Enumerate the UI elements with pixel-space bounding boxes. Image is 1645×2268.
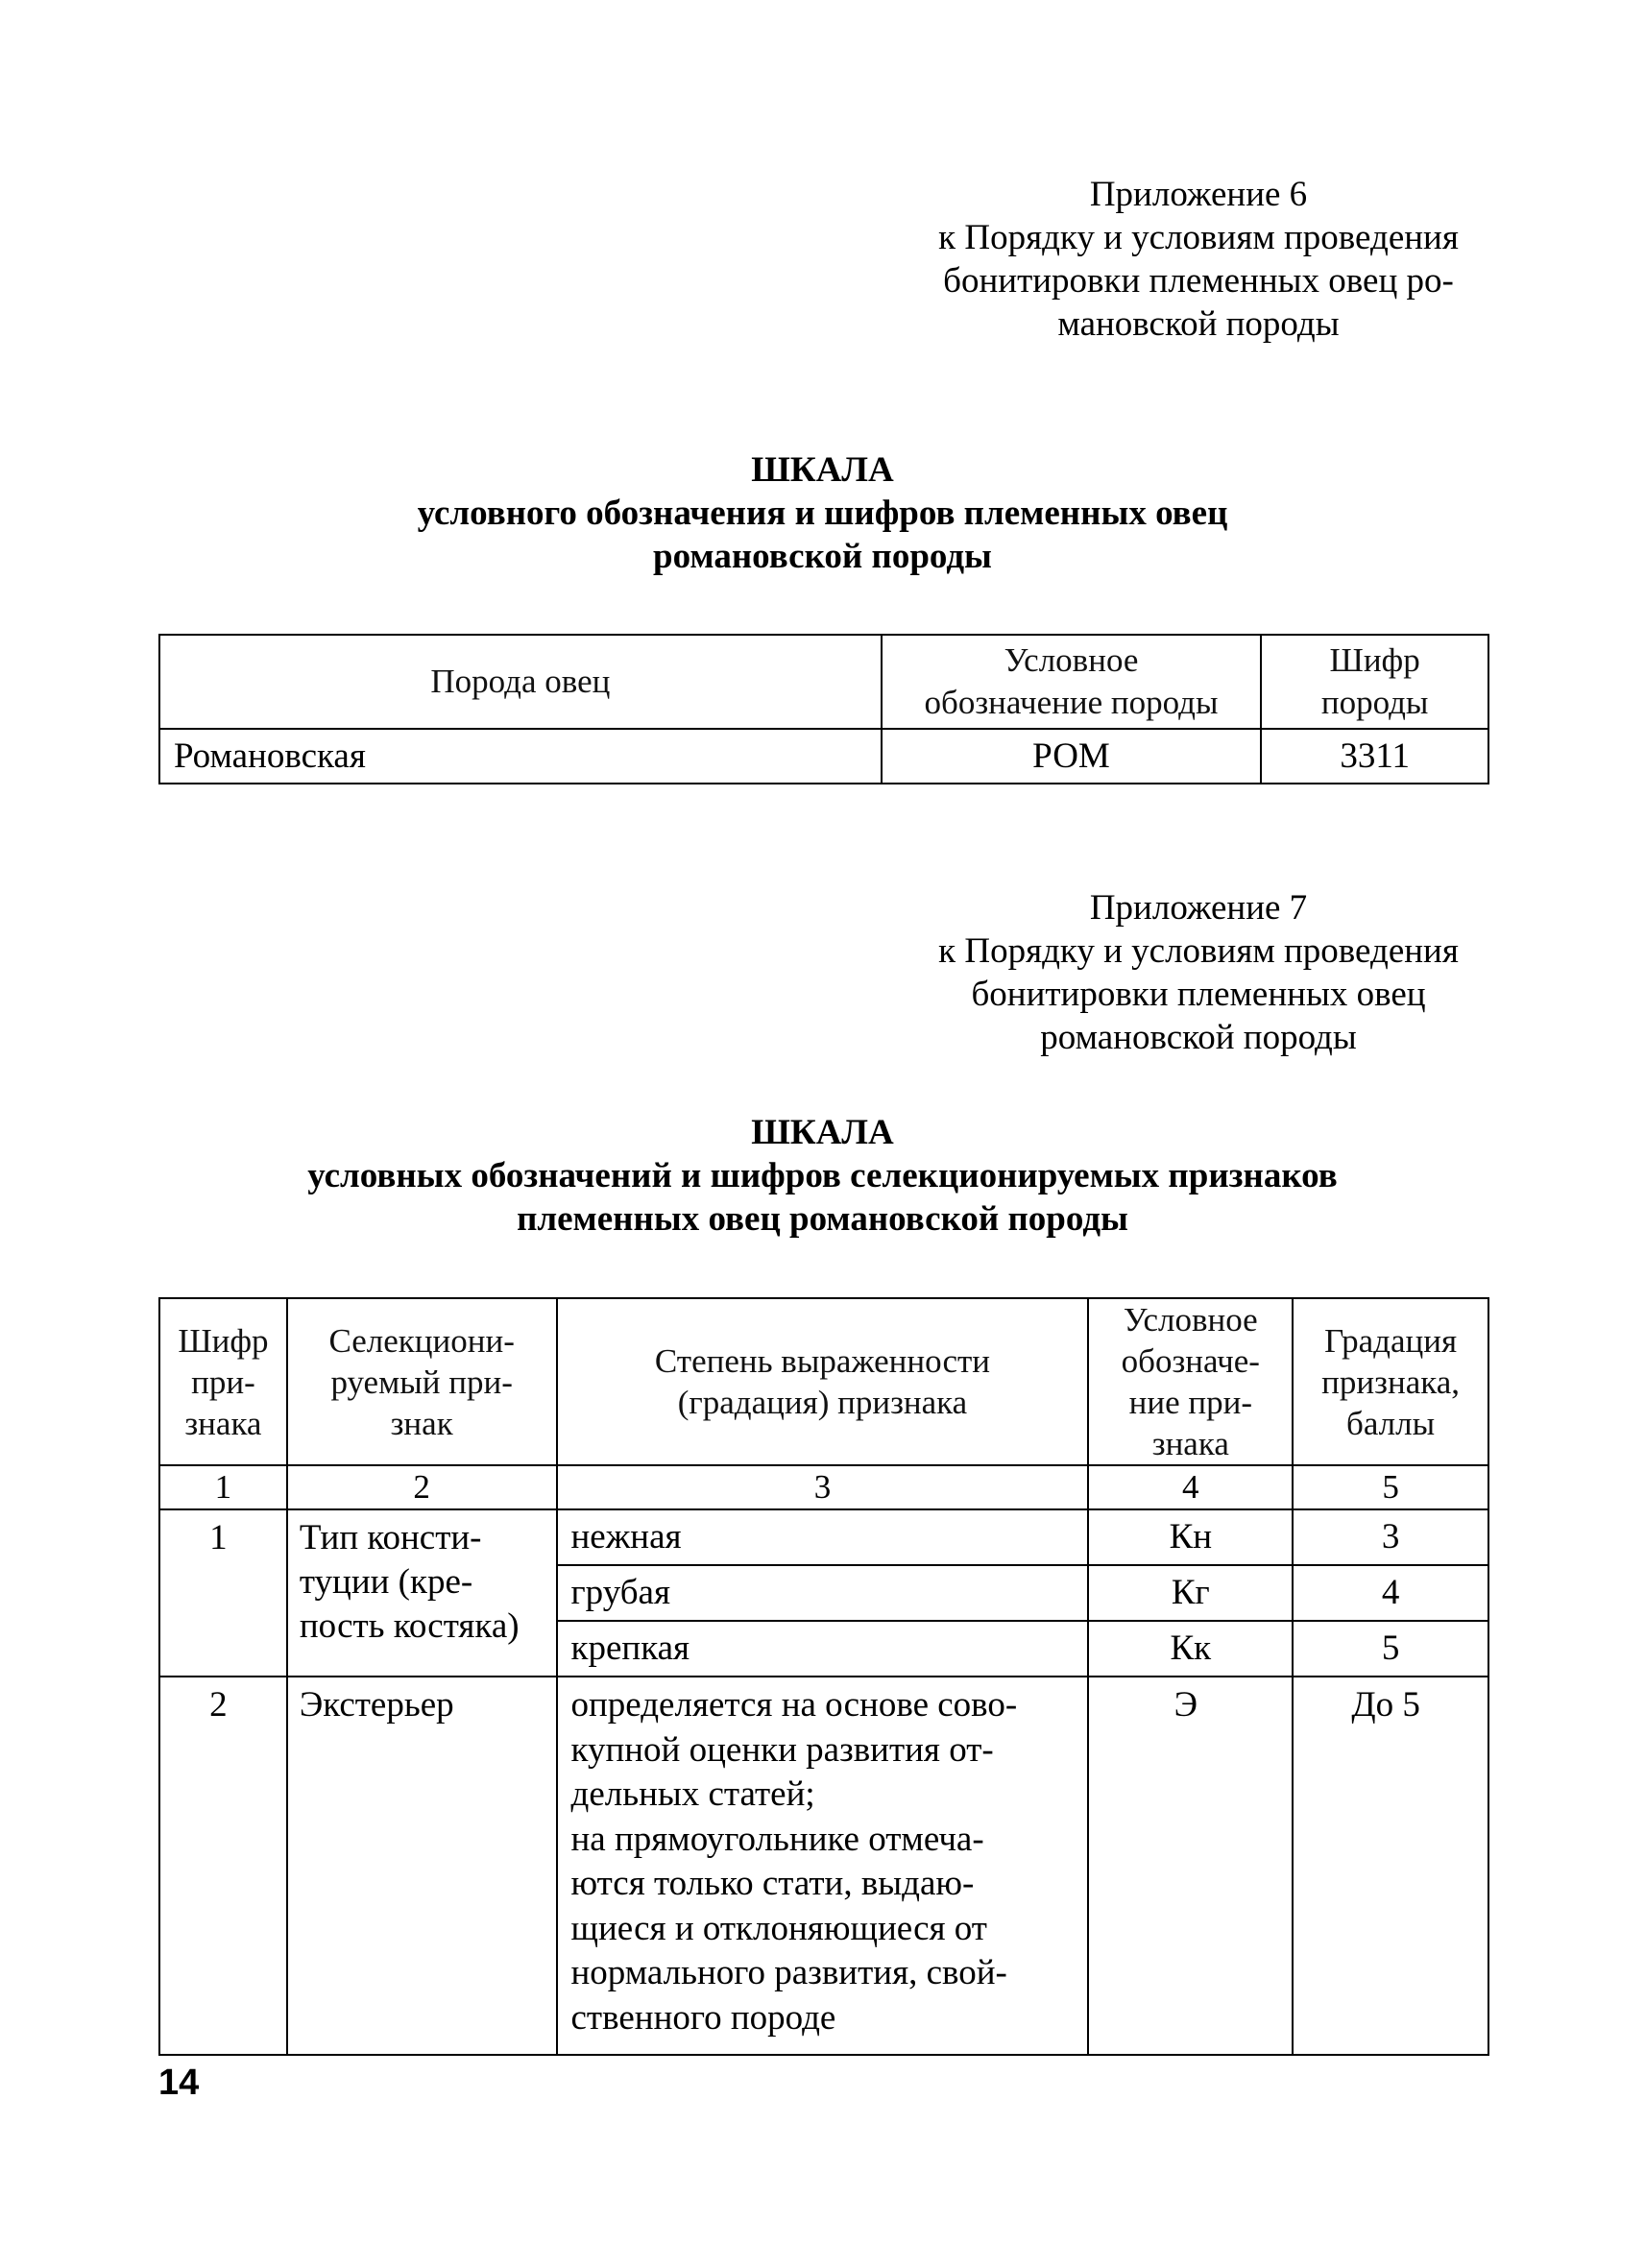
header-code [1261, 635, 1488, 729]
column-number-row [159, 1465, 1488, 1509]
header-text: Селекциони- [328, 1321, 515, 1360]
header-text: Градация [1324, 1321, 1458, 1360]
cell-grade: 5 [1293, 1621, 1488, 1677]
header-text: Шифр [1329, 641, 1420, 679]
cell-symbol: РОМ [882, 729, 1262, 784]
header-text: признака, [1321, 1363, 1460, 1401]
appendix-7-line: к Порядку и условиям проведения [938, 931, 1459, 971]
heading-line: племенных овец романовской породы [517, 1199, 1128, 1239]
appendix-7-line: бонитировки племенных овец [971, 975, 1426, 1014]
heading-line: условных обозначений и шифров селекционируемых признаков [307, 1156, 1338, 1195]
cell-text: нормального развития, свой- [570, 1953, 1007, 1992]
page-number: 14 [158, 2063, 200, 2103]
cell-text: на прямоугольнике отмеча- [570, 1819, 984, 1859]
header-text: ние при- [1128, 1384, 1252, 1421]
header-text: обозначение породы [924, 684, 1219, 721]
header-text: знак [390, 1404, 453, 1442]
table-row [159, 729, 1488, 784]
cell-text: определяется на основе сово- [570, 1685, 1018, 1725]
breed-code-table [158, 634, 1489, 784]
heading-line: ШКАЛА [751, 450, 894, 490]
column-number: 2 [287, 1465, 557, 1509]
appendix-6-line: бонитировки племенных овец ро- [943, 261, 1454, 301]
cell-symbol: Кн [1088, 1509, 1293, 1565]
table-header-row [159, 1298, 1488, 1465]
column-number: 1 [159, 1465, 287, 1509]
cell-degree [557, 1677, 1089, 2055]
header-trait-code [159, 1298, 287, 1465]
appendix-7-line: Приложение 7 [1089, 888, 1308, 928]
cell-grade: До 5 [1293, 1677, 1488, 2055]
column-number: 3 [557, 1465, 1089, 1509]
header-text: Условное [1004, 641, 1139, 679]
header-degree [557, 1298, 1089, 1465]
appendix-6-line: к Порядку и условиям проведения [938, 218, 1459, 257]
cell-text: щиеся и отклоняющиеся от [570, 1908, 987, 1948]
header-breed: Порода овец [159, 635, 882, 729]
header-text: руемый при- [330, 1363, 513, 1401]
cell-grade: 4 [1293, 1565, 1488, 1621]
cell-code: 3311 [1261, 729, 1488, 784]
cell-text: пость костяка) [299, 1606, 520, 1646]
heading-line: романовской породы [653, 537, 992, 576]
cell-text: ются только стати, выдаю- [570, 1864, 975, 1903]
appendix-6-line: Приложение 6 [1089, 175, 1308, 214]
table-header-row [159, 635, 1488, 729]
table-row [159, 1509, 1488, 1565]
header-text: Шифр [178, 1321, 269, 1360]
scale-7-heading [0, 1111, 1645, 1241]
cell-symbol: Э [1088, 1677, 1293, 2055]
cell-trait-code: 1 [159, 1509, 287, 1677]
cell-trait-code: 2 [159, 1677, 287, 2055]
cell-symbol: Кг [1088, 1565, 1293, 1621]
cell-degree: грубая [557, 1565, 1089, 1621]
header-text: знака [184, 1404, 262, 1442]
heading-line: условного обозначения и шифров племенных овец [417, 494, 1228, 533]
header-text: знака [1151, 1425, 1229, 1462]
trait-code-table [158, 1297, 1489, 2056]
header-text: при- [191, 1363, 255, 1401]
header-grade [1293, 1298, 1488, 1465]
header-text: породы [1320, 684, 1429, 721]
header-symbol [882, 635, 1262, 729]
header-text: обозначе- [1121, 1342, 1260, 1380]
cell-degree: крепкая [557, 1621, 1089, 1677]
cell-symbol: Кк [1088, 1621, 1293, 1677]
cell-text: туции (кре- [299, 1562, 473, 1602]
cell-grade: 3 [1293, 1509, 1488, 1565]
appendix-6-caption [910, 173, 1487, 346]
table-row [159, 1677, 1488, 2055]
appendix-6-line: мановской породы [1057, 304, 1340, 344]
header-text: (градация) признака [677, 1384, 968, 1421]
appendix-7-caption [910, 886, 1487, 1059]
cell-text: Тип консти- [299, 1518, 482, 1557]
cell-degree: нежная [557, 1509, 1089, 1565]
cell-text: дельных статей; [570, 1774, 815, 1814]
column-number: 4 [1088, 1465, 1293, 1509]
header-text: баллы [1346, 1404, 1436, 1442]
header-symbol [1088, 1298, 1293, 1465]
header-text: Степень выраженности [654, 1342, 991, 1380]
column-number: 5 [1293, 1465, 1488, 1509]
cell-breed: Романовская [159, 729, 882, 784]
heading-line: ШКАЛА [751, 1113, 894, 1152]
scale-6-heading [0, 448, 1645, 578]
header-trait [287, 1298, 557, 1465]
appendix-7-line: романовской породы [1040, 1018, 1357, 1057]
cell-text: купной оценки развития от- [570, 1729, 994, 1770]
cell-trait-name: Экстерьер [287, 1677, 557, 2055]
cell-text: ственного породе [570, 1997, 836, 2038]
cell-trait-name [287, 1509, 557, 1677]
header-text: Условное [1123, 1301, 1258, 1339]
